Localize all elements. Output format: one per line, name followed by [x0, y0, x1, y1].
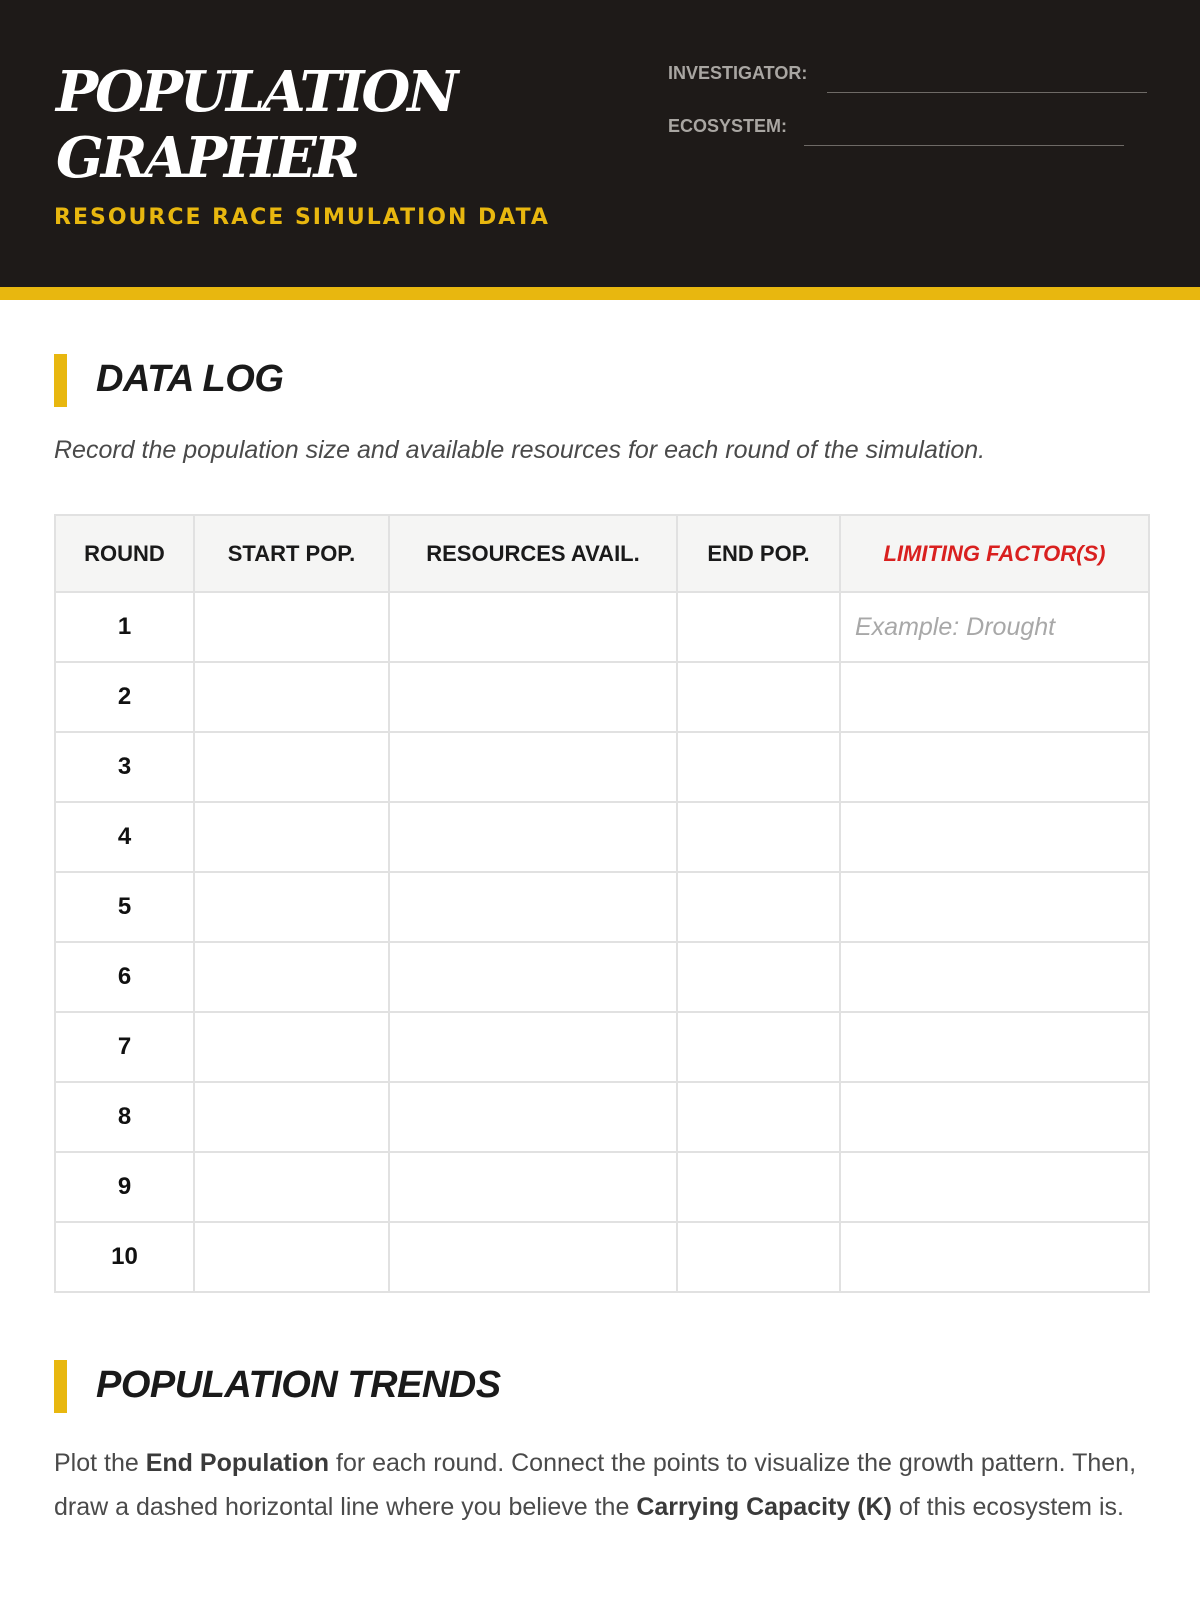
end-pop-cell[interactable]	[677, 1012, 840, 1082]
data-log-accent-bar	[54, 354, 67, 407]
end-pop-cell[interactable]	[677, 802, 840, 872]
start-pop-cell[interactable]	[194, 802, 389, 872]
round-cell: 5	[55, 872, 194, 942]
end-pop-cell[interactable]	[677, 592, 840, 662]
start-pop-cell[interactable]	[194, 1222, 389, 1292]
resources-cell[interactable]	[389, 1012, 677, 1082]
end-pop-cell[interactable]	[677, 1152, 840, 1222]
limiting-factor-cell[interactable]: Example: Drought	[840, 592, 1149, 662]
round-cell: 8	[55, 1082, 194, 1152]
data-log-instruction: Record the population size and available resources for each round of the simulation.	[54, 436, 986, 464]
start-pop-cell[interactable]	[194, 732, 389, 802]
table-row	[55, 1152, 1149, 1222]
column-header-limiting-factors: LIMITING FACTOR(S)	[840, 515, 1149, 592]
table-row	[55, 592, 1149, 662]
limiting-factor-cell[interactable]	[840, 872, 1149, 942]
resources-cell[interactable]	[389, 1152, 677, 1222]
table-row	[55, 802, 1149, 872]
column-header-end-pop: END POP.	[677, 515, 840, 592]
header-banner	[0, 0, 1200, 287]
limiting-factor-cell[interactable]	[840, 1152, 1149, 1222]
data-log-heading: DATA LOG	[96, 358, 284, 400]
start-pop-cell[interactable]	[194, 942, 389, 1012]
trends-text-part-2: for each round. Connect the points to visualize the growth pattern. Then, draw a dashed horizontal line where you believe the	[54, 1449, 1137, 1521]
investigator-field[interactable]	[827, 92, 1147, 93]
end-pop-cell[interactable]	[677, 872, 840, 942]
trends-heading: POPULATION TRENDS	[96, 1364, 501, 1406]
start-pop-cell[interactable]	[194, 592, 389, 662]
trends-text-part-1: Plot the	[54, 1449, 146, 1477]
round-cell: 1	[55, 592, 194, 662]
data-log-table	[54, 514, 1150, 1293]
column-header-start-pop: START POP.	[194, 515, 389, 592]
page-title-line-1: POPULATION	[56, 59, 456, 125]
trends-bold-carrying-capacity: Carrying Capacity (K)	[636, 1493, 892, 1521]
column-header-round: ROUND	[55, 515, 194, 592]
round-cell: 2	[55, 662, 194, 732]
resources-cell[interactable]	[389, 662, 677, 732]
round-cell: 10	[55, 1222, 194, 1292]
start-pop-cell[interactable]	[194, 662, 389, 732]
table-header-row	[55, 515, 1149, 592]
table-row	[55, 1222, 1149, 1292]
end-pop-cell[interactable]	[677, 1222, 840, 1292]
limiting-factor-cell[interactable]	[840, 942, 1149, 1012]
resources-cell[interactable]	[389, 1222, 677, 1292]
resources-cell[interactable]	[389, 872, 677, 942]
table-row	[55, 872, 1149, 942]
limiting-factor-cell[interactable]	[840, 732, 1149, 802]
investigator-label: INVESTIGATOR:	[668, 63, 808, 83]
table-row	[55, 942, 1149, 1012]
round-cell: 4	[55, 802, 194, 872]
ecosystem-label: ECOSYSTEM:	[668, 116, 788, 136]
end-pop-cell[interactable]	[677, 1082, 840, 1152]
start-pop-cell[interactable]	[194, 1082, 389, 1152]
limiting-factor-cell[interactable]	[840, 802, 1149, 872]
trends-text-part-3: of this ecosystem is.	[891, 1493, 1124, 1521]
round-cell: 6	[55, 942, 194, 1012]
header-accent-stripe	[0, 287, 1200, 300]
table-row	[55, 1082, 1149, 1152]
end-pop-cell[interactable]	[677, 732, 840, 802]
table-row	[55, 732, 1149, 802]
resources-cell[interactable]	[389, 592, 677, 662]
round-cell: 9	[55, 1152, 194, 1222]
resources-cell[interactable]	[389, 802, 677, 872]
start-pop-cell[interactable]	[194, 1152, 389, 1222]
trends-accent-bar	[54, 1360, 67, 1413]
table-row	[55, 662, 1149, 732]
end-pop-cell[interactable]	[677, 662, 840, 732]
start-pop-cell[interactable]	[194, 1012, 389, 1082]
resources-cell[interactable]	[389, 1082, 677, 1152]
resources-cell[interactable]	[389, 942, 677, 1012]
limiting-factor-cell[interactable]	[840, 1222, 1149, 1292]
limiting-factor-cell[interactable]	[840, 1082, 1149, 1152]
start-pop-cell[interactable]	[194, 872, 389, 942]
ecosystem-field[interactable]	[804, 145, 1124, 146]
table-row	[55, 1012, 1149, 1082]
end-pop-cell[interactable]	[677, 942, 840, 1012]
resources-cell[interactable]	[389, 732, 677, 802]
limiting-factor-cell[interactable]	[840, 662, 1149, 732]
trends-instruction	[54, 1441, 1154, 1529]
limiting-factor-cell[interactable]	[840, 1012, 1149, 1082]
trends-bold-end-population: End Population	[145, 1449, 330, 1477]
round-cell: 7	[55, 1012, 194, 1082]
column-header-resources: RESOURCES AVAIL.	[389, 515, 677, 592]
round-cell: 3	[55, 732, 194, 802]
page-title-line-2: GRAPHER	[56, 125, 358, 191]
page-subtitle: RESOURCE RACE SIMULATION DATA	[54, 205, 550, 230]
